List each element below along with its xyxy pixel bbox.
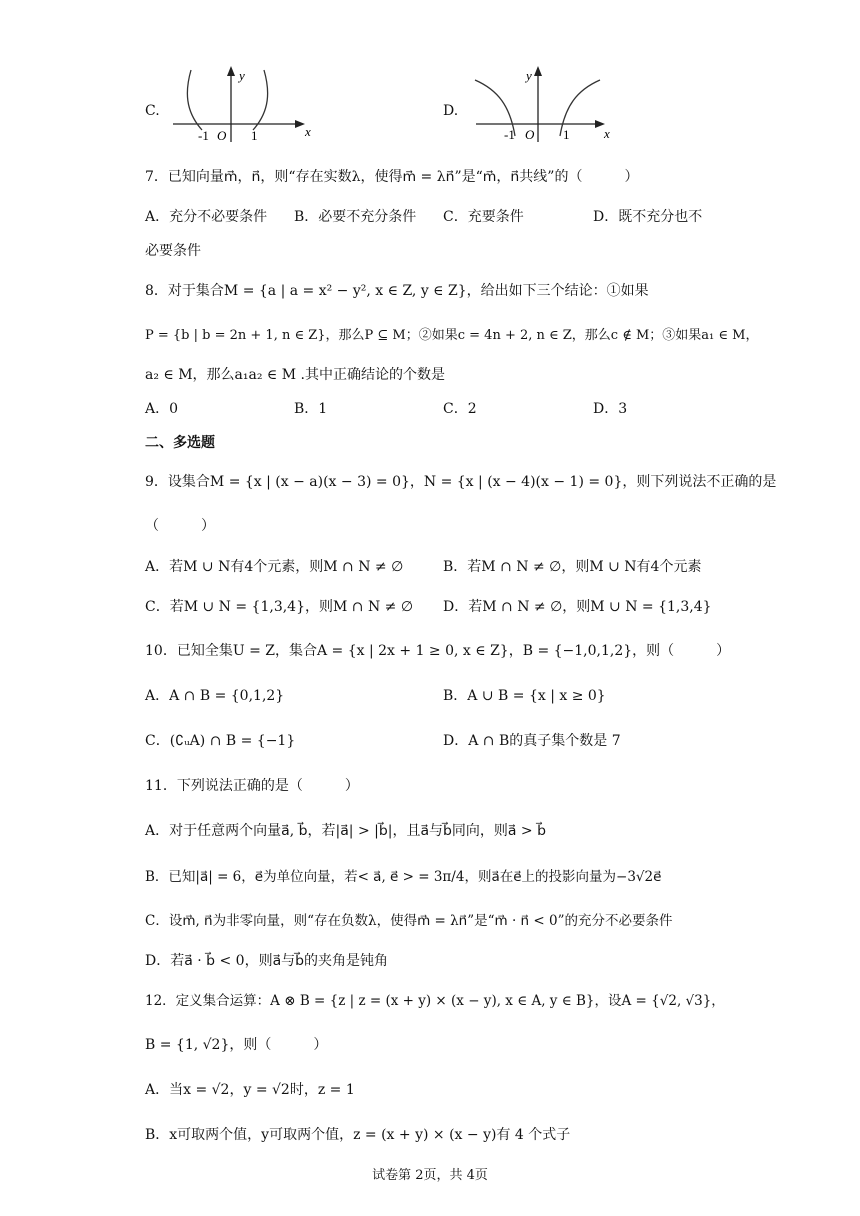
q7-option-b: B．必要不充分条件 — [294, 209, 417, 225]
q10-option-b: B．A ∪ B = {x | x ≥ 0} — [443, 688, 606, 704]
tick-origin: O — [217, 128, 227, 143]
tick-1: 1 — [563, 127, 570, 142]
axis-y-label: y — [239, 68, 245, 83]
q12-line-1: 12．定义集合运算：A ⊗ B = {z | z = (x + y) × (x − y), x ∈ A, y ∈ B}，设A = {√2, √3}， — [145, 993, 725, 1009]
graph-c — [165, 66, 315, 146]
q9-stem: 9．设集合M = {x | (x − a)(x − 3) = 0}，N = {x | (x − 4)(x − 1) = 0}，则下列说法不正确的是 — [145, 474, 777, 490]
q8-line-1: 8．对于集合M = {a | a = x² − y², x ∈ Z, y ∈ Z}，给出如下三个结论：①如果 — [145, 283, 649, 299]
q8-line-3: a₂ ∈ M，那么a₁a₂ ∈ M .其中正确结论的个数是 — [145, 367, 445, 383]
q8-line-2: P = {b | b = 2n + 1, n ∈ Z}，那么P ⊆ M；②如果c = 4n + 2, n ∈ Z，那么c ∉ M；③如果a₁ ∈ M， — [145, 328, 759, 343]
q12-option-a: A．当x = √2，y = √2时，z = 1 — [145, 1082, 355, 1098]
graph-d — [470, 66, 620, 146]
tick-origin: O — [525, 127, 535, 142]
q10-option-d: D．A ∩ B的真子集个数是 7 — [443, 733, 621, 749]
axis-y-label: y — [526, 68, 532, 83]
q9-paren: （ ） — [145, 518, 215, 534]
q11-stem: 11．下列说法正确的是（ ） — [145, 778, 359, 794]
q7-option-d: D．既不充分也不 — [593, 209, 703, 225]
q11-option-b: B．已知|a⃗| = 6，e⃗为单位向量，若< a⃗, e⃗ > = 3π/4，则a⃗在e⃗上的投影向量为−3√2e⃗ — [145, 869, 662, 885]
tick-neg1: -1 — [198, 128, 209, 143]
q11-option-a: A．对于任意两个向量a⃗, b⃗，若|a⃗| > |b⃗|，且a⃗与b⃗同向，则a⃗ > b⃗ — [145, 823, 547, 839]
q7-option-c: C．充要条件 — [443, 209, 524, 225]
option-c-label: C. — [145, 103, 160, 119]
q10-option-a: A．A ∩ B = {0,1,2} — [145, 688, 285, 704]
section-heading-multi-choice: 二、多选题 — [145, 435, 215, 451]
q8-option-c: C．2 — [443, 401, 477, 417]
q12-line-2: B = {1, √2}，则（ ） — [145, 1037, 328, 1053]
q9-option-b: B．若M ∩ N ≠ ∅，则M ∪ N有4个元素 — [443, 559, 702, 575]
tick-1: 1 — [251, 128, 258, 143]
q10-option-c: C．(∁ᵤA) ∩ B = {−1} — [145, 733, 296, 749]
q9-option-c: C．若M ∪ N = {1,3,4}，则M ∩ N ≠ ∅ — [145, 599, 414, 615]
q11-option-c: C．设m⃗, n⃗为非零向量，则“存在负数λ，使得m⃗ = λn⃗”是“m⃗ · n⃗ < 0”的充分不必要条件 — [145, 913, 673, 929]
q8-option-a: A．0 — [145, 401, 179, 417]
q11-option-d: D．若a⃗ · b⃗ < 0，则a⃗与b⃗的夹角是钝角 — [145, 953, 389, 969]
q12-option-b: B．x可取两个值，y可取两个值，z = (x + y) × (x − y)有 4 个式子 — [145, 1127, 571, 1143]
q7-option-a: A．充分不必要条件 — [145, 209, 268, 225]
q10-stem: 10．已知全集U = Z，集合A = {x | 2x + 1 ≥ 0, x ∈ Z}，B = {−1,0,1,2}，则（ ） — [145, 643, 731, 659]
q7-option-d-continued: 必要条件 — [145, 243, 201, 259]
q8-option-b: B．1 — [294, 401, 328, 417]
axis-x-label: x — [305, 124, 311, 139]
q8-option-d: D．3 — [593, 401, 628, 417]
axis-x-label: x — [604, 126, 610, 141]
tick-neg1: -1 — [504, 127, 515, 142]
page-footer: 试卷第 2页，共 4页 — [372, 1168, 488, 1183]
q7-stem: 7．已知向量m⃗，n⃗，则“存在实数λ，使得m⃗ = λn⃗”是“m⃗，n⃗共线”的（ ） — [145, 169, 639, 185]
option-d-label: D. — [443, 103, 459, 119]
q9-option-d: D．若M ∩ N ≠ ∅，则M ∪ N = {1,3,4} — [443, 599, 712, 615]
q9-option-a: A．若M ∪ N有4个元素，则M ∩ N ≠ ∅ — [145, 559, 404, 575]
